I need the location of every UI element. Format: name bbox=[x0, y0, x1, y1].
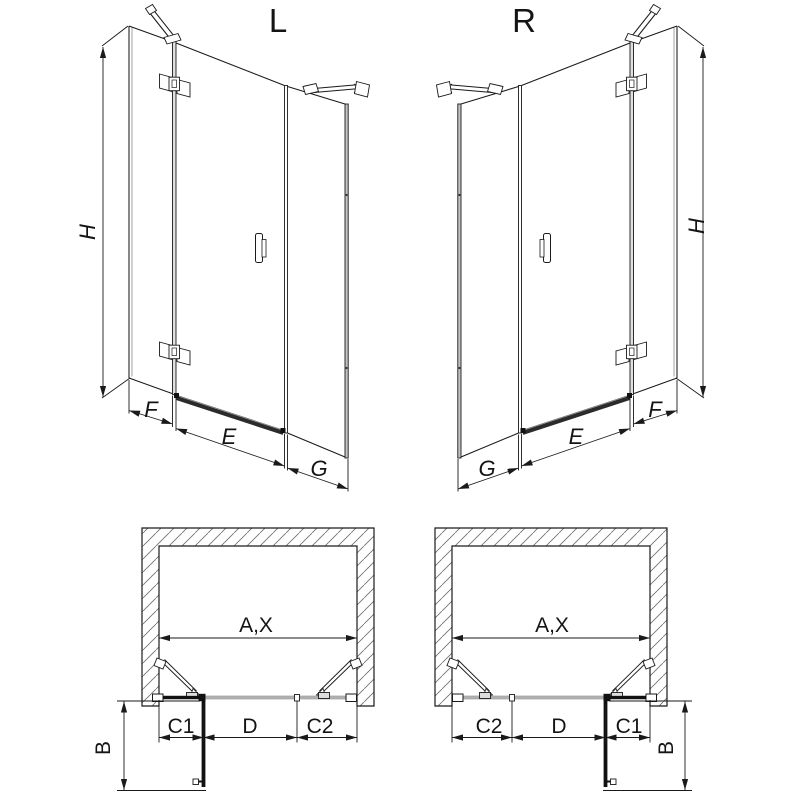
dim-label-f-left: F bbox=[144, 397, 158, 422]
plan-label-d-right: D bbox=[551, 715, 567, 738]
plan-label-c2-right: C2 bbox=[475, 715, 503, 738]
dim-label-height-left: H bbox=[75, 224, 100, 240]
plan-label-c1-right: C1 bbox=[615, 715, 643, 738]
dim-label-f-right: F bbox=[648, 397, 662, 422]
plan-label-b-right: B bbox=[655, 740, 678, 756]
dim-label-height-right: H bbox=[684, 218, 709, 234]
elevation-left bbox=[102, 5, 370, 492]
elevation-right bbox=[437, 5, 705, 492]
plan-label-d-left: D bbox=[242, 715, 258, 738]
dim-label-e-left: E bbox=[221, 424, 237, 449]
variant-title-left: L bbox=[268, 2, 288, 39]
plan-label-c2-left: C2 bbox=[306, 715, 334, 738]
plan-label-b-left: B bbox=[92, 740, 115, 756]
plan-label-opening-left: A,X bbox=[239, 614, 273, 637]
plan-label-opening-right: A,X bbox=[535, 614, 569, 637]
dim-label-g-right: G bbox=[478, 456, 496, 481]
dim-label-g-left: G bbox=[310, 456, 328, 481]
variant-title-right: R bbox=[512, 2, 536, 39]
dim-label-e-right: E bbox=[568, 424, 584, 449]
plan-label-c1-left: C1 bbox=[167, 715, 195, 738]
